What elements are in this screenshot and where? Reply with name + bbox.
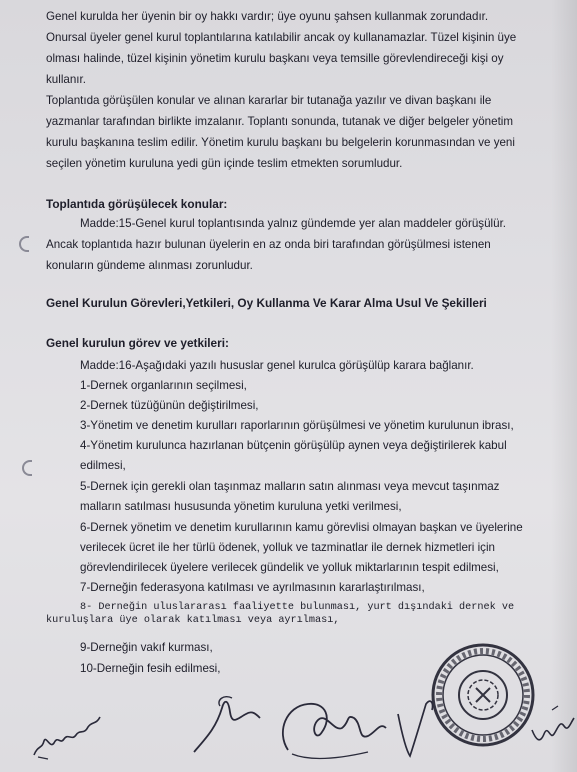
- punch-hole: [19, 236, 29, 252]
- signature: [272, 692, 392, 770]
- section-heading: Genel Kurulun Görevleri,Yetkileri, Oy Kullanma Ve Karar Alma Usul Ve Şekilleri: [46, 296, 487, 310]
- text-line: Toplantıda görüşülen konular ve alınan kararlar bir tutanağa yazılır ve divan başkanı ile: [46, 94, 492, 107]
- list-item: 1-Dernek organlarının seçilmesi,: [80, 379, 247, 392]
- list-item: edilmesi,: [80, 459, 126, 472]
- list-item: malların satılması hususunda yönetim kuruluna yetki verilmesi,: [80, 500, 402, 513]
- list-item: 4-Yönetim kurulunca hazırlanan bütçenin görüşülüp aynen veya değiştirilerek kabul: [80, 439, 507, 452]
- signature: [392, 694, 440, 764]
- punch-hole: [22, 460, 32, 476]
- article-intro: Madde:16-Aşağıdaki yazılı hususlar genel kurulca görüşülüp karara bağlanır.: [80, 359, 474, 372]
- typed-list-item: 8- Derneğin uluslararası faaliyette bulunması, yurt dışındaki dernek ve: [80, 602, 515, 613]
- list-item: 5-Dernek için gerekli olan taşınmaz malların satın alınması veya mevcut taşınmaz: [80, 480, 500, 493]
- list-item: 10-Derneğin fesih edilmesi,: [80, 662, 221, 675]
- signature: [186, 688, 266, 758]
- signature: [28, 705, 108, 763]
- list-item: 2-Dernek tüzüğünün değiştirilmesi,: [80, 399, 259, 412]
- text-line: konuların gündeme alınması zorunludur.: [46, 259, 253, 272]
- text-line: Ancak toplantıda hazır bulunan üyelerin en az onda biri tarafından görüşülmesi istenen: [46, 238, 491, 251]
- official-stamp: [428, 640, 538, 750]
- text-line: Madde:15-Genel kurul toplantısında yalnız gündemde yer alan maddeler görüşülür.: [80, 217, 507, 230]
- list-item: görevlendirilecek üyelere verilecek gündelik ve yolluk miktarlarının tespit edilmesi,: [80, 561, 499, 574]
- typed-list-item: kuruluşlara üye olarak katılması veya ayrılması,: [46, 615, 340, 626]
- text-line: Genel kurulda her üyenin bir oy hakkı vardır; üye oyunu şahsen kullanmak zorundadır.: [46, 10, 489, 23]
- list-item: 6-Dernek yönetim ve denetim kurullarının kamu görevlisi olmayan başkan ve üyelerine: [80, 521, 523, 534]
- list-item: 9-Derneğin vakıf kurması,: [80, 641, 213, 654]
- text-line: kullanır.: [46, 73, 86, 86]
- section-heading: Toplantıda görüşülecek konular:: [46, 197, 228, 211]
- subsection-heading: Genel kurulun görev ve yetkileri:: [46, 336, 229, 350]
- list-item: verilecek ücret ile her türlü ödenek, yolluk ve tazminatlar ile dernek hizmetleri için: [80, 541, 495, 554]
- text-line: seçilen yönetim kuruluna yedi gün içinde teslim etmekten sorumludur.: [46, 157, 403, 170]
- text-line: kurulu başkanına teslim edilir. Yönetim kurulu başkanı bu belgelerin korunmasından ve yeni: [46, 136, 515, 149]
- text-line: Onursal üyeler genel kurul toplantılarına katılabilir ancak oy kullanamazlar. Tüzel kişinin üye: [46, 31, 517, 44]
- text-line: yazmanlar tarafından birlikte imzalanır. Toplantı sonunda, tutanak ve diğer belgeler yönetim: [46, 115, 514, 128]
- text-line: olması halinde, tüzel kişinin yönetim kurulu başkanı veya temsille görevlendireceği kişi oy: [46, 52, 504, 65]
- page-edge-shadow: [551, 0, 577, 772]
- list-item: 3-Yönetim ve denetim kurulları raporlarının görüşülmesi ve yönetim kurulunun ibrası,: [80, 419, 514, 432]
- list-item: 7-Derneğin federasyona katılması ve ayrılmasının kararlaştırılması,: [80, 581, 425, 594]
